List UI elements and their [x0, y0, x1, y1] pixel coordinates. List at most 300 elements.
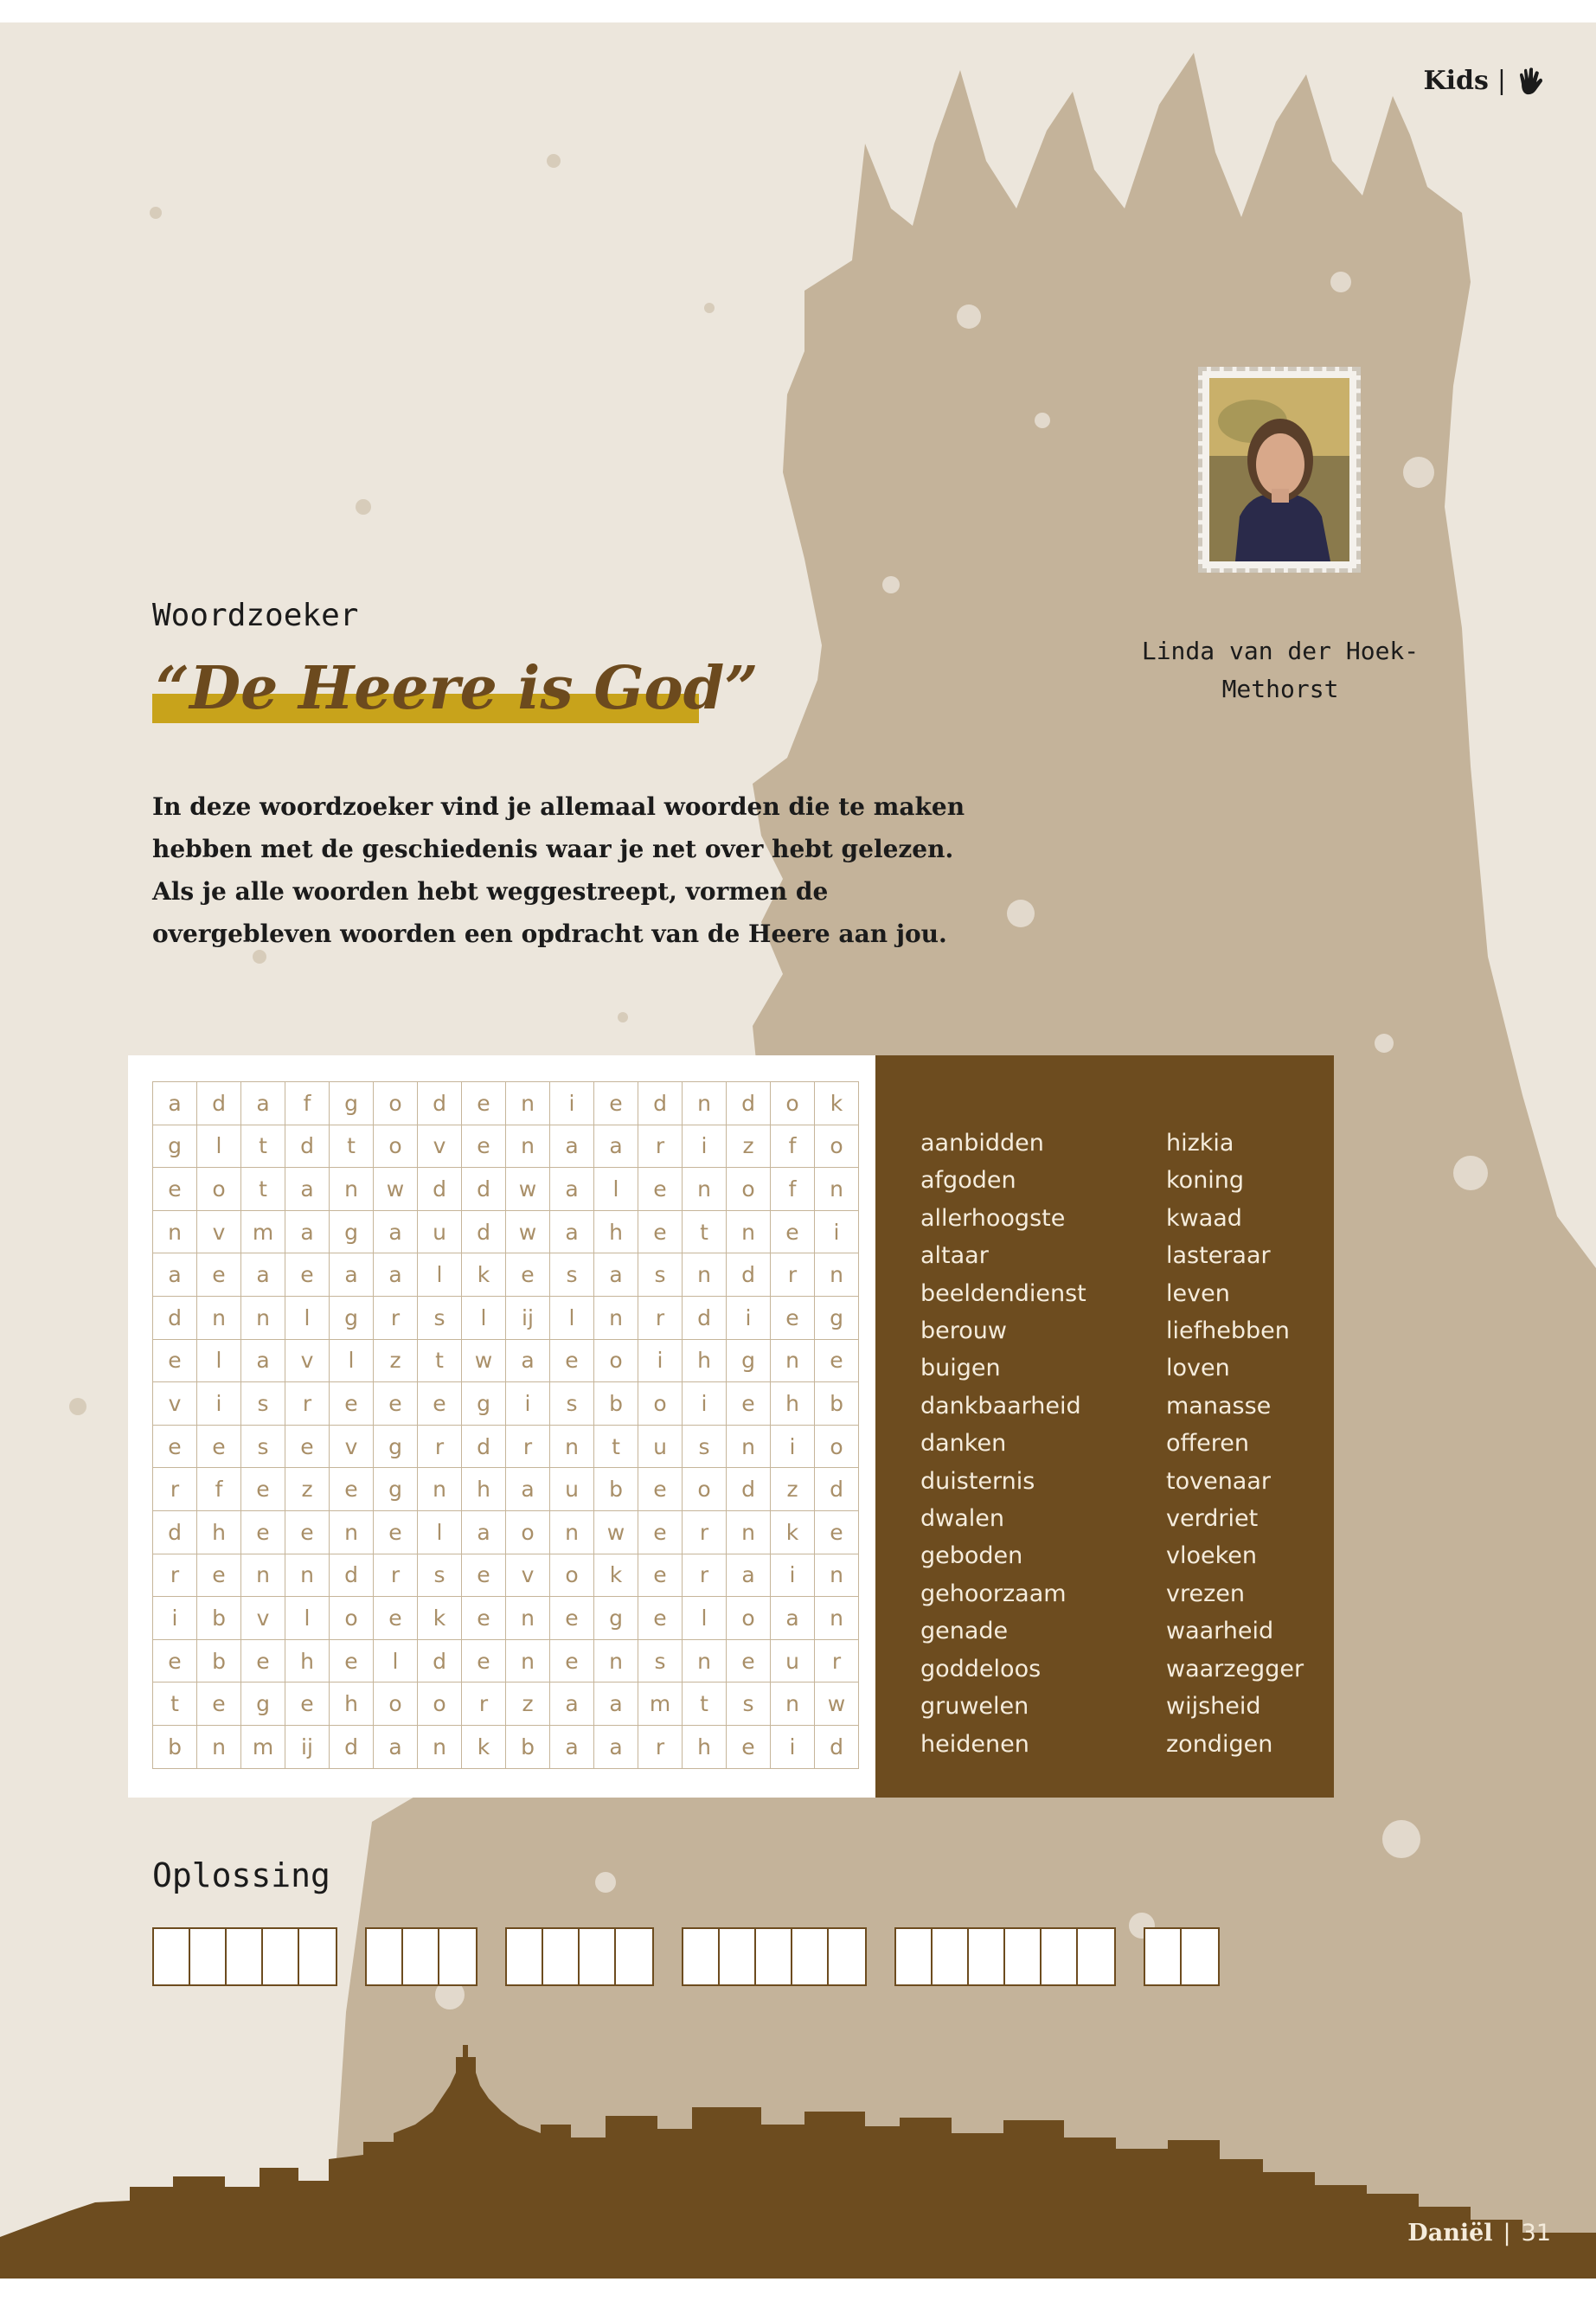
- grid-letter[interactable]: s: [550, 1253, 594, 1297]
- grid-letter[interactable]: d: [462, 1168, 506, 1211]
- solution-letter-box[interactable]: [683, 1929, 720, 1984]
- grid-letter[interactable]: a: [374, 1210, 418, 1253]
- grid-letter[interactable]: t: [683, 1682, 727, 1726]
- grid-letter[interactable]: m: [241, 1725, 285, 1768]
- grid-letter[interactable]: e: [727, 1639, 771, 1682]
- grid-letter[interactable]: e: [550, 1339, 594, 1382]
- grid-letter[interactable]: e: [330, 1639, 374, 1682]
- solution-letter-box[interactable]: [1078, 1929, 1114, 1984]
- grid-letter[interactable]: b: [594, 1468, 638, 1511]
- grid-letter[interactable]: v: [418, 1125, 462, 1168]
- grid-letter[interactable]: h: [683, 1339, 727, 1382]
- grid-letter[interactable]: l: [594, 1168, 638, 1211]
- grid-letter[interactable]: n: [285, 1554, 330, 1597]
- grid-letter[interactable]: b: [197, 1597, 241, 1640]
- grid-letter[interactable]: e: [241, 1468, 285, 1511]
- grid-letter[interactable]: k: [594, 1554, 638, 1597]
- solution-letter-box[interactable]: [969, 1929, 1005, 1984]
- grid-letter[interactable]: o: [374, 1682, 418, 1726]
- grid-letter[interactable]: e: [197, 1682, 241, 1726]
- solution-letter-box[interactable]: [1005, 1929, 1042, 1984]
- grid-letter[interactable]: n: [727, 1510, 771, 1554]
- grid-letter[interactable]: t: [153, 1682, 197, 1726]
- solution-letter-box[interactable]: [1042, 1929, 1078, 1984]
- grid-letter[interactable]: a: [550, 1682, 594, 1726]
- grid-letter[interactable]: i: [197, 1382, 241, 1426]
- grid-letter[interactable]: t: [418, 1339, 462, 1382]
- grid-letter[interactable]: w: [815, 1682, 859, 1726]
- grid-letter[interactable]: l: [197, 1125, 241, 1168]
- grid-letter[interactable]: k: [771, 1510, 815, 1554]
- solution-letter-box[interactable]: [507, 1929, 543, 1984]
- grid-letter[interactable]: a: [153, 1082, 197, 1125]
- grid-letter[interactable]: l: [418, 1253, 462, 1297]
- grid-letter[interactable]: e: [418, 1382, 462, 1426]
- grid-letter[interactable]: g: [330, 1296, 374, 1339]
- solution-letter-box[interactable]: [720, 1929, 756, 1984]
- grid-letter[interactable]: e: [374, 1597, 418, 1640]
- grid-letter[interactable]: h: [462, 1468, 506, 1511]
- grid-letter[interactable]: i: [638, 1339, 683, 1382]
- grid-letter[interactable]: a: [241, 1339, 285, 1382]
- grid-letter[interactable]: d: [153, 1510, 197, 1554]
- grid-letter[interactable]: n: [815, 1168, 859, 1211]
- grid-letter[interactable]: e: [153, 1339, 197, 1382]
- grid-letter[interactable]: d: [418, 1168, 462, 1211]
- word-list-item: beeldendienst: [920, 1279, 1086, 1307]
- grid-letter[interactable]: o: [197, 1168, 241, 1211]
- grid-letter[interactable]: d: [815, 1468, 859, 1511]
- grid-letter[interactable]: d: [418, 1082, 462, 1125]
- solution-letter-box[interactable]: [616, 1929, 652, 1984]
- grid-letter[interactable]: f: [771, 1168, 815, 1211]
- grid-letter[interactable]: t: [683, 1210, 727, 1253]
- grid-letter[interactable]: n: [197, 1296, 241, 1339]
- grid-letter[interactable]: w: [462, 1339, 506, 1382]
- grid-letter[interactable]: v: [285, 1339, 330, 1382]
- grid-letter[interactable]: z: [727, 1125, 771, 1168]
- grid-letter[interactable]: k: [462, 1725, 506, 1768]
- grid-letter[interactable]: e: [771, 1296, 815, 1339]
- grid-letter[interactable]: d: [815, 1725, 859, 1768]
- grid-letter[interactable]: n: [771, 1682, 815, 1726]
- grid-letter[interactable]: a: [285, 1168, 330, 1211]
- grid-letter[interactable]: o: [550, 1554, 594, 1597]
- grid-letter[interactable]: d: [462, 1210, 506, 1253]
- grid-letter[interactable]: g: [330, 1082, 374, 1125]
- grid-letter[interactable]: n: [594, 1296, 638, 1339]
- grid-letter[interactable]: e: [638, 1210, 683, 1253]
- grid-letter[interactable]: n: [815, 1253, 859, 1297]
- grid-letter[interactable]: f: [771, 1125, 815, 1168]
- grid-letter[interactable]: i: [815, 1210, 859, 1253]
- grid-letter[interactable]: a: [241, 1253, 285, 1297]
- solution-letter-box[interactable]: [1145, 1929, 1182, 1984]
- grid-letter[interactable]: o: [815, 1125, 859, 1168]
- grid-letter[interactable]: e: [638, 1468, 683, 1511]
- grid-letter[interactable]: a: [594, 1682, 638, 1726]
- grid-letter[interactable]: d: [330, 1554, 374, 1597]
- grid-letter[interactable]: e: [197, 1554, 241, 1597]
- grid-letter[interactable]: a: [506, 1339, 550, 1382]
- grid-letter[interactable]: h: [771, 1382, 815, 1426]
- grid-letter[interactable]: h: [594, 1210, 638, 1253]
- grid-letter[interactable]: w: [374, 1168, 418, 1211]
- grid-letter[interactable]: v: [197, 1210, 241, 1253]
- grid-letter[interactable]: ij: [285, 1725, 330, 1768]
- grid-letter[interactable]: s: [727, 1682, 771, 1726]
- grid-letter[interactable]: v: [506, 1554, 550, 1597]
- grid-letter[interactable]: e: [153, 1425, 197, 1468]
- solution-letter-box[interactable]: [543, 1929, 580, 1984]
- grid-letter[interactable]: a: [550, 1168, 594, 1211]
- grid-letter[interactable]: n: [550, 1425, 594, 1468]
- grid-letter[interactable]: n: [594, 1639, 638, 1682]
- grid-letter[interactable]: u: [638, 1425, 683, 1468]
- grid-letter[interactable]: e: [241, 1510, 285, 1554]
- grid-letter[interactable]: n: [330, 1510, 374, 1554]
- grid-row: [153, 1339, 859, 1382]
- word-list-item: waarzegger: [1166, 1655, 1304, 1682]
- grid-letter[interactable]: v: [153, 1382, 197, 1426]
- grid-letter[interactable]: f: [197, 1468, 241, 1511]
- grid-letter[interactable]: e: [374, 1510, 418, 1554]
- word-list-item: vloeken: [1166, 1542, 1258, 1570]
- grid-letter[interactable]: r: [153, 1468, 197, 1511]
- grid-letter[interactable]: o: [727, 1597, 771, 1640]
- grid-letter[interactable]: g: [241, 1682, 285, 1726]
- grid-letter[interactable]: t: [594, 1425, 638, 1468]
- solution-letter-box[interactable]: [263, 1929, 299, 1984]
- grid-letter[interactable]: n: [418, 1725, 462, 1768]
- grid-letter[interactable]: r: [285, 1382, 330, 1426]
- grid-letter[interactable]: d: [330, 1725, 374, 1768]
- grid-letter[interactable]: e: [506, 1253, 550, 1297]
- grid-letter[interactable]: s: [638, 1253, 683, 1297]
- grid-letter[interactable]: a: [550, 1725, 594, 1768]
- grid-letter[interactable]: i: [771, 1725, 815, 1768]
- grid-letter[interactable]: i: [771, 1425, 815, 1468]
- grid-letter[interactable]: s: [638, 1639, 683, 1682]
- grid-letter[interactable]: r: [638, 1296, 683, 1339]
- grid-letter[interactable]: s: [418, 1554, 462, 1597]
- grid-letter[interactable]: e: [638, 1510, 683, 1554]
- grid-letter[interactable]: i: [683, 1125, 727, 1168]
- grid-letter[interactable]: t: [241, 1168, 285, 1211]
- grid-letter[interactable]: l: [462, 1296, 506, 1339]
- grid-letter[interactable]: e: [197, 1253, 241, 1297]
- solution-letter-box[interactable]: [829, 1929, 865, 1984]
- grid-letter[interactable]: n: [506, 1125, 550, 1168]
- grid-letter[interactable]: o: [683, 1468, 727, 1511]
- grid-letter[interactable]: i: [683, 1382, 727, 1426]
- grid-letter[interactable]: a: [374, 1253, 418, 1297]
- grid-letter[interactable]: r: [374, 1296, 418, 1339]
- word-list-item: kwaad: [1166, 1204, 1242, 1232]
- grid-letter[interactable]: v: [330, 1425, 374, 1468]
- grid-letter[interactable]: n: [418, 1468, 462, 1511]
- grid-letter[interactable]: e: [285, 1682, 330, 1726]
- solution-letter-box[interactable]: [367, 1929, 403, 1984]
- grid-letter[interactable]: r: [683, 1510, 727, 1554]
- solution-word-group: [505, 1927, 654, 1986]
- grid-letter[interactable]: d: [462, 1425, 506, 1468]
- grid-letter[interactable]: s: [418, 1296, 462, 1339]
- grid-letter[interactable]: z: [771, 1468, 815, 1511]
- grid-letter[interactable]: e: [285, 1253, 330, 1297]
- grid-letter[interactable]: e: [462, 1597, 506, 1640]
- grid-row: [153, 1554, 859, 1597]
- grid-letter[interactable]: t: [241, 1125, 285, 1168]
- grid-letter[interactable]: b: [153, 1725, 197, 1768]
- grid-letter[interactable]: e: [638, 1168, 683, 1211]
- grid-letter[interactable]: n: [727, 1425, 771, 1468]
- solution-letter-box[interactable]: [1182, 1929, 1218, 1984]
- grid-letter[interactable]: ij: [506, 1296, 550, 1339]
- word-search-panel: [128, 1055, 875, 1798]
- grid-letter[interactable]: s: [550, 1382, 594, 1426]
- grid-letter[interactable]: e: [330, 1468, 374, 1511]
- grid-letter[interactable]: g: [462, 1382, 506, 1426]
- grid-letter[interactable]: r: [374, 1554, 418, 1597]
- grid-letter[interactable]: d: [727, 1082, 771, 1125]
- solution-letter-box[interactable]: [439, 1929, 476, 1984]
- grid-letter[interactable]: r: [638, 1725, 683, 1768]
- solution-letter-box[interactable]: [299, 1929, 336, 1984]
- grid-letter[interactable]: e: [815, 1510, 859, 1554]
- grid-letter[interactable]: d: [727, 1253, 771, 1297]
- grid-letter[interactable]: e: [462, 1554, 506, 1597]
- grid-letter[interactable]: k: [815, 1082, 859, 1125]
- grid-letter[interactable]: u: [418, 1210, 462, 1253]
- solution-letter-box[interactable]: [227, 1929, 263, 1984]
- word-list-item: lasteraar: [1166, 1242, 1271, 1270]
- solution-letter-box[interactable]: [896, 1929, 933, 1984]
- grid-letter[interactable]: d: [683, 1296, 727, 1339]
- grid-letter[interactable]: e: [241, 1639, 285, 1682]
- solution-letter-box[interactable]: [756, 1929, 792, 1984]
- grid-letter[interactable]: l: [285, 1597, 330, 1640]
- grid-letter[interactable]: o: [330, 1597, 374, 1640]
- solution-word-group: [682, 1927, 867, 1986]
- solution-letter-box[interactable]: [154, 1929, 190, 1984]
- grid-letter[interactable]: a: [727, 1554, 771, 1597]
- grid-letter[interactable]: s: [241, 1382, 285, 1426]
- grid-letter[interactable]: e: [330, 1382, 374, 1426]
- word-list-item: dwalen: [920, 1505, 1004, 1533]
- grid-letter[interactable]: a: [594, 1125, 638, 1168]
- grid-letter[interactable]: r: [153, 1554, 197, 1597]
- grid-letter[interactable]: e: [462, 1639, 506, 1682]
- grid-letter[interactable]: o: [727, 1168, 771, 1211]
- grid-letter[interactable]: a: [594, 1253, 638, 1297]
- grid-letter[interactable]: o: [638, 1382, 683, 1426]
- grid-letter[interactable]: r: [418, 1425, 462, 1468]
- grid-letter[interactable]: k: [462, 1253, 506, 1297]
- grid-letter[interactable]: o: [506, 1510, 550, 1554]
- grid-letter[interactable]: a: [462, 1510, 506, 1554]
- grid-letter[interactable]: n: [506, 1597, 550, 1640]
- puzzle-type-label: Woordzoeker: [152, 598, 359, 633]
- grid-letter[interactable]: i: [771, 1554, 815, 1597]
- grid-letter[interactable]: g: [153, 1125, 197, 1168]
- grid-letter[interactable]: m: [241, 1210, 285, 1253]
- grid-row: [153, 1468, 859, 1511]
- solution-letter-box[interactable]: [933, 1929, 969, 1984]
- grid-letter[interactable]: f: [285, 1082, 330, 1125]
- grid-letter[interactable]: l: [197, 1339, 241, 1382]
- grid-letter[interactable]: d: [418, 1639, 462, 1682]
- grid-letter[interactable]: i: [506, 1382, 550, 1426]
- grid-letter[interactable]: n: [771, 1339, 815, 1382]
- grid-letter[interactable]: g: [727, 1339, 771, 1382]
- grid-letter[interactable]: l: [550, 1296, 594, 1339]
- grid-letter[interactable]: b: [197, 1639, 241, 1682]
- grid-letter[interactable]: e: [197, 1425, 241, 1468]
- solution-letter-box[interactable]: [792, 1929, 829, 1984]
- grid-letter[interactable]: e: [285, 1425, 330, 1468]
- grid-letter[interactable]: r: [815, 1639, 859, 1682]
- grid-letter[interactable]: o: [594, 1339, 638, 1382]
- grid-letter[interactable]: a: [241, 1082, 285, 1125]
- grid-letter[interactable]: d: [197, 1082, 241, 1125]
- grid-letter[interactable]: n: [815, 1554, 859, 1597]
- grid-letter[interactable]: o: [771, 1082, 815, 1125]
- grid-letter[interactable]: n: [683, 1168, 727, 1211]
- grid-letter[interactable]: w: [594, 1510, 638, 1554]
- grid-letter[interactable]: e: [727, 1725, 771, 1768]
- grid-letter[interactable]: a: [153, 1253, 197, 1297]
- grid-letter[interactable]: l: [683, 1597, 727, 1640]
- grid-letter[interactable]: e: [550, 1639, 594, 1682]
- grid-row: [153, 1639, 859, 1682]
- grid-letter[interactable]: n: [506, 1082, 550, 1125]
- grid-letter[interactable]: i: [550, 1082, 594, 1125]
- grid-letter[interactable]: n: [815, 1597, 859, 1640]
- grid-letter[interactable]: w: [506, 1168, 550, 1211]
- grid-letter[interactable]: r: [771, 1253, 815, 1297]
- grid-letter[interactable]: a: [330, 1253, 374, 1297]
- grid-letter[interactable]: o: [418, 1682, 462, 1726]
- grid-letter[interactable]: n: [241, 1554, 285, 1597]
- grid-letter[interactable]: z: [285, 1468, 330, 1511]
- page-footer: [1407, 2220, 1551, 2247]
- grid-letter[interactable]: h: [330, 1682, 374, 1726]
- grid-letter[interactable]: g: [594, 1597, 638, 1640]
- page-title: “De Heere is God”: [156, 654, 759, 723]
- grid-letter[interactable]: o: [374, 1125, 418, 1168]
- grid-letter[interactable]: b: [594, 1382, 638, 1426]
- grid-letter[interactable]: g: [374, 1468, 418, 1511]
- grid-letter[interactable]: r: [683, 1554, 727, 1597]
- grid-letter[interactable]: a: [285, 1210, 330, 1253]
- grid-letter[interactable]: n: [153, 1210, 197, 1253]
- grid-letter[interactable]: h: [285, 1639, 330, 1682]
- grid-row: [153, 1082, 859, 1125]
- grid-letter[interactable]: e: [462, 1125, 506, 1168]
- grid-letter[interactable]: s: [683, 1425, 727, 1468]
- grid-letter[interactable]: d: [153, 1296, 197, 1339]
- grid-letter[interactable]: l: [374, 1639, 418, 1682]
- grid-letter[interactable]: r: [638, 1125, 683, 1168]
- grid-letter[interactable]: g: [815, 1296, 859, 1339]
- grid-letter[interactable]: e: [153, 1639, 197, 1682]
- grid-letter[interactable]: a: [550, 1210, 594, 1253]
- grid-letter[interactable]: e: [153, 1168, 197, 1211]
- grid-letter[interactable]: i: [153, 1597, 197, 1640]
- grid-letter[interactable]: n: [197, 1725, 241, 1768]
- grid-letter[interactable]: n: [506, 1639, 550, 1682]
- grid-letter[interactable]: w: [506, 1210, 550, 1253]
- grid-letter[interactable]: e: [638, 1554, 683, 1597]
- grid-letter[interactable]: l: [330, 1339, 374, 1382]
- grid-letter[interactable]: h: [197, 1510, 241, 1554]
- grid-letter[interactable]: n: [330, 1168, 374, 1211]
- grid-letter[interactable]: u: [771, 1639, 815, 1682]
- grid-letter[interactable]: l: [285, 1296, 330, 1339]
- grid-letter[interactable]: e: [462, 1082, 506, 1125]
- grid-letter[interactable]: e: [550, 1597, 594, 1640]
- grid-letter[interactable]: h: [683, 1725, 727, 1768]
- grid-letter[interactable]: a: [550, 1125, 594, 1168]
- grid-letter[interactable]: l: [418, 1510, 462, 1554]
- grid-letter[interactable]: e: [594, 1082, 638, 1125]
- grid-letter[interactable]: n: [727, 1210, 771, 1253]
- grid-letter[interactable]: d: [727, 1468, 771, 1511]
- grid-letter[interactable]: d: [285, 1125, 330, 1168]
- grid-letter[interactable]: e: [374, 1382, 418, 1426]
- grid-letter[interactable]: a: [506, 1468, 550, 1511]
- grid-letter[interactable]: a: [374, 1725, 418, 1768]
- grid-letter[interactable]: e: [815, 1339, 859, 1382]
- grid-letter[interactable]: z: [374, 1339, 418, 1382]
- grid-letter[interactable]: k: [418, 1597, 462, 1640]
- grid-letter[interactable]: m: [638, 1682, 683, 1726]
- grid-letter[interactable]: z: [506, 1682, 550, 1726]
- grid-letter[interactable]: b: [815, 1382, 859, 1426]
- word-list-item: afgoden: [920, 1167, 1016, 1195]
- grid-letter[interactable]: e: [727, 1382, 771, 1426]
- grid-letter[interactable]: n: [683, 1253, 727, 1297]
- grid-letter[interactable]: o: [374, 1082, 418, 1125]
- grid-letter[interactable]: b: [506, 1725, 550, 1768]
- grid-letter[interactable]: g: [330, 1210, 374, 1253]
- grid-letter[interactable]: r: [506, 1425, 550, 1468]
- grid-letter[interactable]: o: [815, 1425, 859, 1468]
- grid-letter[interactable]: a: [771, 1597, 815, 1640]
- grid-letter[interactable]: n: [683, 1082, 727, 1125]
- solution-word-group: [152, 1927, 337, 1986]
- grid-letter[interactable]: n: [683, 1639, 727, 1682]
- grid-letter[interactable]: v: [241, 1597, 285, 1640]
- grid-letter[interactable]: d: [638, 1082, 683, 1125]
- grid-letter[interactable]: g: [374, 1425, 418, 1468]
- grid-letter[interactable]: u: [550, 1468, 594, 1511]
- grid-letter[interactable]: r: [462, 1682, 506, 1726]
- grid-letter[interactable]: e: [285, 1510, 330, 1554]
- grid-letter[interactable]: i: [727, 1296, 771, 1339]
- grid-letter[interactable]: n: [241, 1296, 285, 1339]
- solution-letter-box[interactable]: [403, 1929, 439, 1984]
- grid-letter[interactable]: a: [594, 1725, 638, 1768]
- solution-letter-box[interactable]: [580, 1929, 616, 1984]
- grid-letter[interactable]: s: [241, 1425, 285, 1468]
- grid-letter[interactable]: n: [550, 1510, 594, 1554]
- grid-letter[interactable]: e: [771, 1210, 815, 1253]
- grid-letter[interactable]: t: [330, 1125, 374, 1168]
- solution-letter-box[interactable]: [190, 1929, 227, 1984]
- grid-letter[interactable]: e: [638, 1597, 683, 1640]
